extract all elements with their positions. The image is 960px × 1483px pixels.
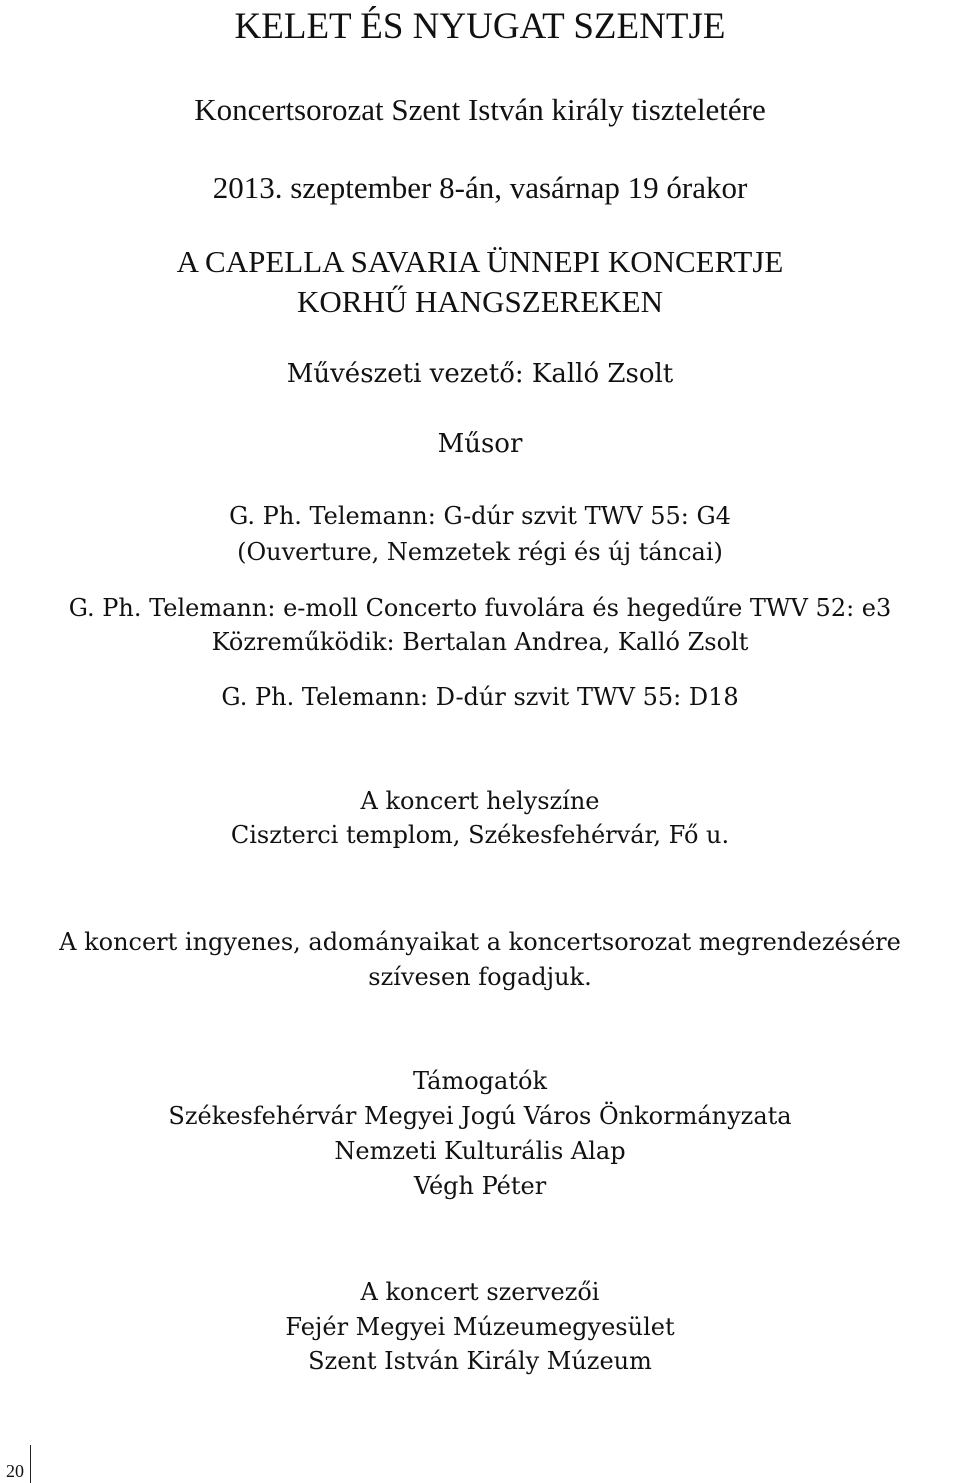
venue-heading: A koncert helyszíne <box>360 787 600 815</box>
concert-date: 2013. szeptember 8-án, vasárnap 19 órakor <box>212 170 748 205</box>
sponsor-item: Székesfehérvár Megyei Jogú Város Önkormányzata <box>168 1102 792 1130</box>
program-item-2: G. Ph. Telemann: e-moll Concerto fuvolára és hegedűre TWV 52: e3 <box>68 594 892 622</box>
sponsor-item: Végh Péter <box>413 1172 547 1200</box>
subtitle: Koncertsorozat Szent István király tiszteletére <box>194 92 766 127</box>
page-number: 20 <box>6 1461 24 1481</box>
organizers-heading: A koncert szervezői <box>360 1278 600 1306</box>
donation-line-1: A koncert ingyenes, adományaikat a koncertsorozat megrendezésére <box>59 928 901 956</box>
margin-rule <box>30 1445 31 1483</box>
sponsor-item: Nemzeti Kulturális Alap <box>334 1137 626 1165</box>
artistic-director: Művészeti vezető: Kalló Zsolt <box>286 359 674 389</box>
organizer-item: Fejér Megyei Múzeumegyesület <box>285 1313 675 1341</box>
sponsors-heading: Támogatók <box>413 1067 547 1095</box>
page-title: KELET ÉS NYUGAT SZENTJE <box>234 6 726 47</box>
program-heading: Műsor <box>437 429 523 459</box>
donation-line-2: szívesen fogadjuk. <box>368 963 592 991</box>
venue-place: Ciszterci templom, Székesfehérvár, Fő u. <box>230 821 730 849</box>
concert-title-line-2: KORHŰ HANGSZEREKEN <box>297 284 663 319</box>
program-item-3: G. Ph. Telemann: D-dúr szvit TWV 55: D18 <box>221 683 739 711</box>
organizer-item: Szent István Király Múzeum <box>308 1347 652 1375</box>
program-item-2-performers: Közreműködik: Bertalan Andrea, Kalló Zsolt <box>211 628 749 656</box>
program-item-1-detail: (Ouverture, Nemzetek régi és új táncai) <box>237 538 723 566</box>
concert-title-line-1: A CAPELLA SAVARIA ÜNNEPI KONCERTJE <box>176 244 784 279</box>
program-item-1: G. Ph. Telemann: G-dúr szvit TWV 55: G4 <box>229 502 731 530</box>
